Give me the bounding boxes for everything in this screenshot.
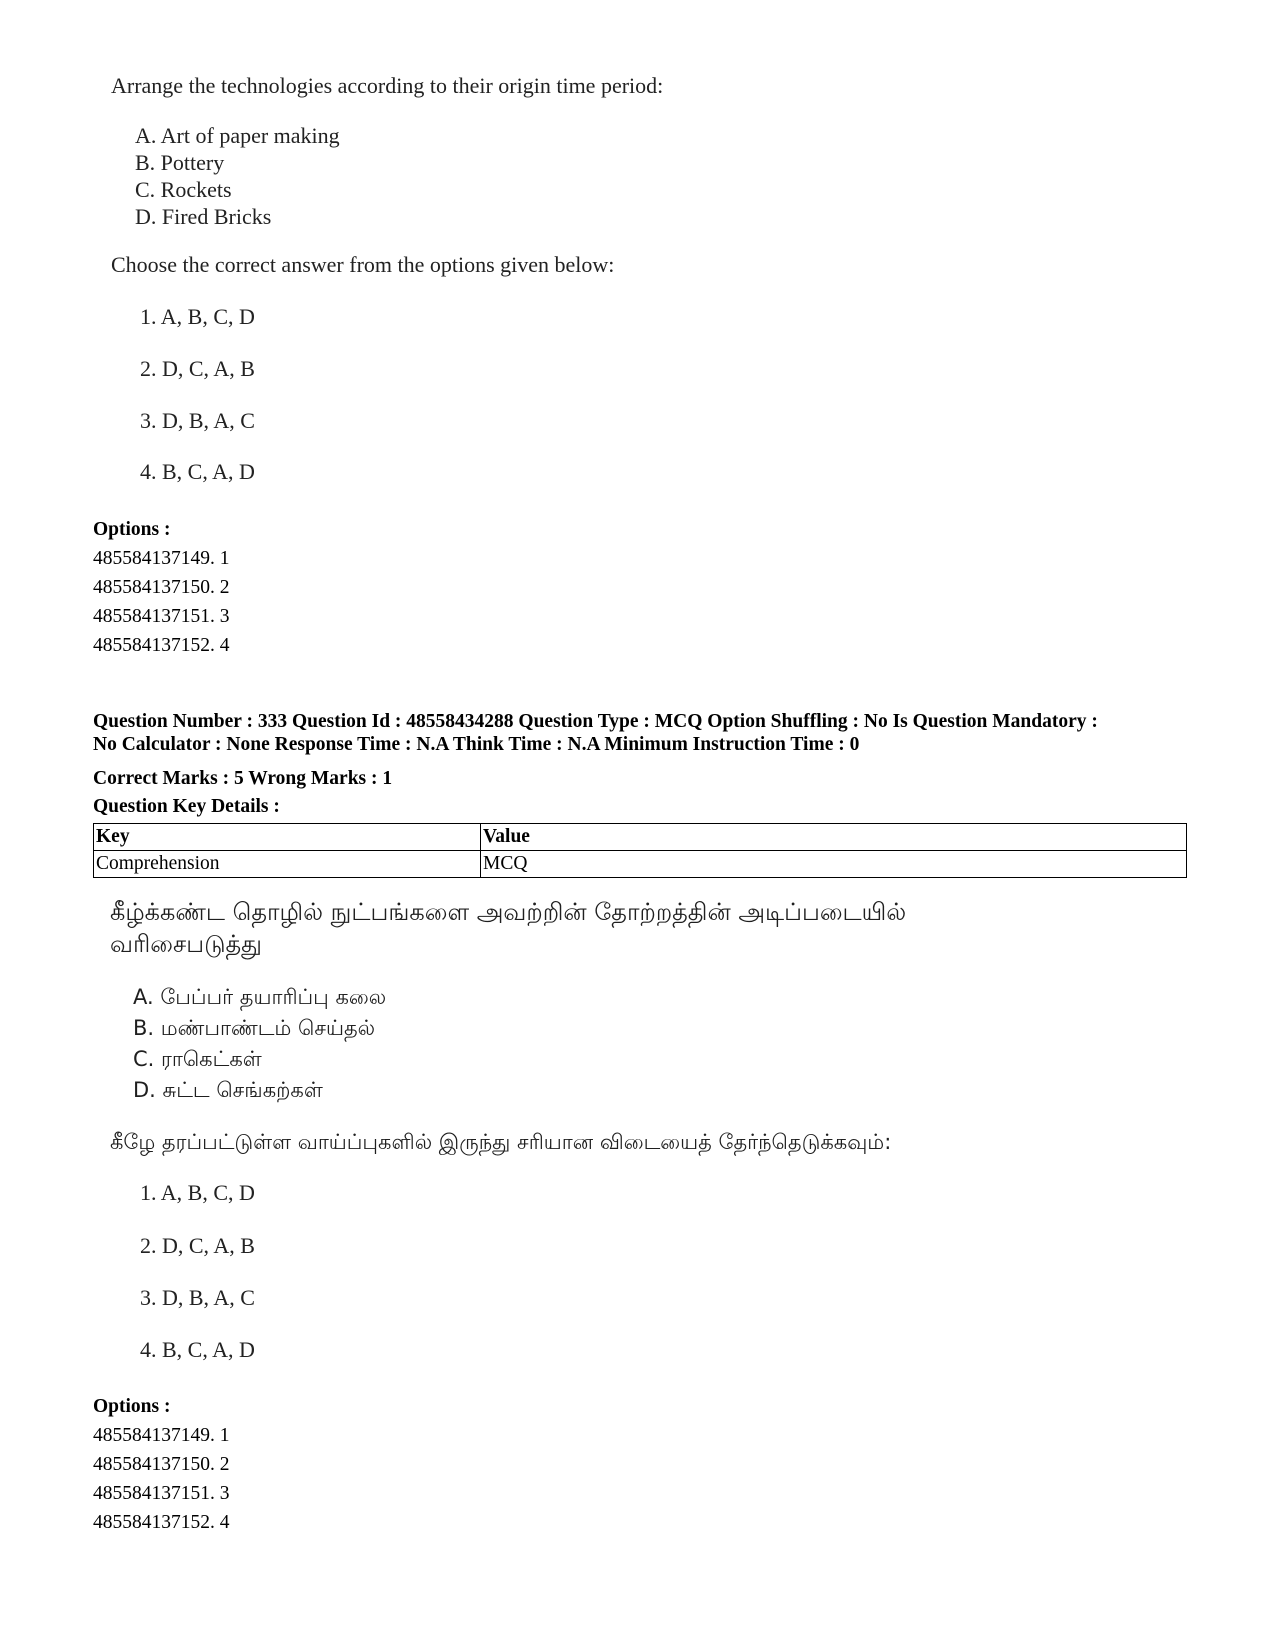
option-id: 485584137150. 2: [93, 577, 230, 598]
list-item: B. மண்பாண்டம் செய்தல்: [133, 1016, 376, 1040]
question-stem: Arrange the technologies according to their origin time period:: [111, 73, 664, 98]
key-details-table: [93, 823, 1187, 878]
list-item: D. Fired Bricks: [135, 204, 272, 229]
answer-choice: 1. A, B, C, D: [140, 304, 255, 329]
table-cell: Comprehension: [94, 851, 481, 878]
options-block: [93, 1392, 230, 1537]
question-header-line: Question Number : 333 Question Id : 48558434288 Question Type : MCQ Option Shuffling : No Is Question Mandatory :: [93, 711, 1098, 732]
answer-choice: 2. D, C, A, B: [140, 1233, 255, 1258]
option-id: 485584137152. 4: [93, 1512, 230, 1533]
question-instruction: கீழே தரப்பட்டுள்ள வாய்ப்புகளில் இருந்து சரியான விடையைத் தேர்ந்தெடுக்கவும்:: [110, 1130, 892, 1154]
option-id: 485584137151. 3: [93, 1483, 230, 1504]
table-header-row: [94, 824, 1187, 851]
list-item: B. Pottery: [135, 150, 225, 175]
key-details-label: Question Key Details :: [93, 796, 280, 817]
answer-choice: 3. D, B, A, C: [140, 408, 255, 433]
list-item: A. பேப்பர் தயாரிப்பு கலை: [133, 985, 387, 1009]
option-id: 485584137149. 1: [93, 1425, 230, 1446]
answer-choice: 3. D, B, A, C: [140, 1285, 255, 1310]
option-id: 485584137150. 2: [93, 1454, 230, 1475]
list-item: A. Art of paper making: [135, 123, 340, 148]
answer-choice: 2. D, C, A, B: [140, 356, 255, 381]
list-item: D. சுட்ட செங்கற்கள்: [133, 1078, 323, 1102]
table-cell: MCQ: [481, 851, 1187, 878]
answer-choice: 4. B, C, A, D: [140, 459, 255, 484]
answer-choice: 1. A, B, C, D: [140, 1180, 255, 1205]
options-block: [93, 515, 230, 660]
question-stem: கீழ்க்கண்ட தொழில் நுட்பங்களை அவற்றின் தோற்றத்தின் அடிப்படையில்: [110, 898, 907, 926]
table-header-value: Value: [481, 824, 1187, 851]
question-stem-continued: வரிசைபடுத்து: [110, 930, 262, 958]
answer-choice: 4. B, C, A, D: [140, 1337, 255, 1362]
question-header-line: No Calculator : None Response Time : N.A Think Time : N.A Minimum Instruction Time : 0: [93, 734, 860, 755]
option-id: 485584137151. 3: [93, 606, 230, 627]
table-header-key: Key: [94, 824, 481, 851]
table-row: [94, 851, 1187, 878]
options-label: Options :: [93, 1396, 171, 1417]
question-header: [93, 710, 1098, 756]
list-item: C. ராகெட்கள்: [133, 1047, 262, 1071]
option-id: 485584137149. 1: [93, 548, 230, 569]
marks-line: Correct Marks : 5 Wrong Marks : 1: [93, 768, 393, 789]
list-item: C. Rockets: [135, 177, 232, 202]
question-instruction: Choose the correct answer from the options given below:: [111, 252, 615, 277]
option-id: 485584137152. 4: [93, 635, 230, 656]
options-label: Options :: [93, 519, 171, 540]
